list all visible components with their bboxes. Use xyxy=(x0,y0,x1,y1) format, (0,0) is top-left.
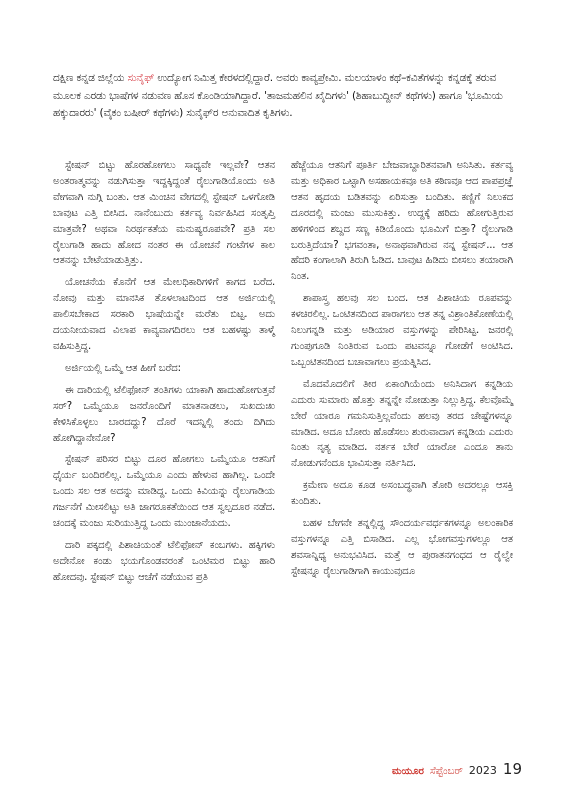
intro-text-rest: ಉದ್ಯೋಗ ನಿಮಿತ್ತ ಕೇರಳದಲ್ಲಿದ್ದಾರೆ. ಅವರು ಕಾವ್ಯಪ್ರೇಮಿ. ಮಲಯಾಳಂ ಕಥೆ–ಕವಿತೆಗಳನ್ನು ಕನ್ನಡಕ್ಕೆ ತರುವ ಮೂಲಕ ಎರಡು ಭಾಷೆಗಳ ನಡುವಣ ಹೊಸ ಕೊಂಡಿಯಾಗಿದ್ದಾರೆ. 'ತಾಜಮಹಲಿನ ಖೈದಿಗಳು' (ಶಿಹಾಬುದ್ದೀನ್ ಕಥೆಗಳು) ಹಾಗೂ 'ಭೂಮಿಯ ಹಕ್ಕುದಾರರು' (ವೈಕಂ ಬಷೀರ್ ಕಥೆಗಳು) ಸುನೈಫ್‌ರ ಅನುವಾದಿತ ಕೃತಿಗಳು. xyxy=(53,72,503,119)
paragraph: ದಾರಿ ಪಕ್ಕದಲ್ಲಿ ಪಿಶಾಚಿಯಂತೆ ಟೆಲಿಫೋನ್ ಕಂಬಗಳು. ಹಕ್ಕಿಗಳು ಅದೇನೋ ಕಂಡು ಭಯಗೊಂಡವರಂತೆ ಒಂಟಿಮರ ಬಿಟ್ಟು ಹಾರಿ ಹೋದವು. ಸ್ಟೇಷನ್ ಬಿಟ್ಟು ಆಚೆಗೆ ನಡೆಯುವ ಪ್ರತಿ xyxy=(53,539,275,583)
paragraph: ಈ ದಾರಿಯಲ್ಲಿ ಟೆಲಿಫೋನ್ ತಂತಿಗಳು ಯಾಕಾಗಿ ಹಾದುಹೋಗುತ್ತವೆ ಸರ್? ಒಮ್ಮೆಯೂ ಜನರೊಂದಿಗೆ ಮಾತನಾಡಲು, ಸುಖದುಃಖ ಕೇಳಿಸಿಕೊಳ್ಳಲು ಬಾರದದ್ದು? ದೊರೆ ಇದನ್ನಿಲ್ಲಿ ತಂದು ದಿಗಿದು ಹೋಗಿದ್ದಾನೇನೋ? xyxy=(53,384,275,444)
paragraph: ಕ್ರಮೇಣ ಅದೂ ಕೂಡ ಅಸಂಬದ್ಧವಾಗಿ ತೋರಿ ಅದರಲ್ಲೂ ಆಸಕ್ತಿ ಕುಂದಿತು. xyxy=(291,480,513,508)
paragraph: ಅರ್ಜಿಯಲ್ಲಿ ಒಮ್ಮೆ ಆತ ಹೀಗೆ ಬರೆದ: xyxy=(65,362,181,374)
author-intro xyxy=(53,70,515,123)
paragraph: ಶಾಪಾಸ್ತ್ರ ಹಲವು ಸಲ ಬಂದ. ಆತ ಪಿಶಾಚಿಯ ರೂಪವನ್ನು ಕಳಚಿರಲಿಲ್ಲ. ಒಂಟಿತನದಿಂದ ಪಾರಾಗಲು ಆತ ತನ್ನ ವಿಶ್ರಾಂತಿಕೋಣೆಯಲ್ಲಿ ನಿಲುಗನ್ನಡಿ ಮತ್ತು ಅಡಿಯಾರ ವಸ್ತುಗಳನ್ನು ಪೇರಿಸಿಟ್ಟ. ಜನರಲ್ಲಿ ಗುಂಪುಗೂಡಿ ನಿಂತಿರುವ ಒಂದು ಪಟವನ್ನೂ ಗೋಡೆಗೆ ಅಂಟಿಸಿದ. ಒಬ್ಬಂಟಿತನದಿಂದ ಬಚಾವಾಗಲು ಪ್ರಯತ್ನಿಸಿದ. xyxy=(291,293,513,368)
left-column xyxy=(53,158,275,592)
paragraph: ಯೋಚನೆಯ ಕೊನೆಗೆ ಆತ ಮೇಲಧಿಕಾರಿಗಳಿಗೆ ಕಾಗದ ಬರೆದ. ನೋವು ಮತ್ತು ಮಾನಸಿಕ ತೊಳಲಾಟದಿಂದ ಆತ ಅರ್ಜಿಯಲ್ಲಿ ಪಾಲಿಸಬೇಕಾದ ಸರಕಾರಿ ಭಾಷೆಯನ್ನೇ ಮರೆತು ಬಿಟ್ಟ. ಅದು ದಯನೀಯವಾದ ವಿಲಾಪ ಕಾವ್ಯವಾಗದಿರಲು ಆತ ಬಹಳಷ್ಟು ತಾಳ್ಮೆ ವಹಿಸುತ್ತಿದ್ದ. xyxy=(53,277,275,352)
paragraph: ಸ್ಟೇಷನ್ ಪರಿಸರ ಬಿಟ್ಟು ದೂರ ಹೋಗಲು ಒಮ್ಮೆಯೂ ಆತನಿಗೆ ಧೈರ್ಯ ಬಂದಿರಲಿಲ್ಲ. ಒಮ್ಮೆಯೂ ಎಂದು ಹೇಳುವ ಹಾಗಿಲ್ಲ. ಒಂದೇ ಒಂದು ಸಲ ಆತ ಅದನ್ನು ಮಾಡಿದ್ದ. ಒಂದು ಕಿವಿಯನ್ನು ರೈಲುಗಾಡಿಯ ಗರ್ಜನೆಗೆ ಮೀಸಲಿಟ್ಟು ಅತಿ ಜಾಗರೂಕತೆಯಿಂದ ಆತ ಸ್ವಲ್ಪದೂರ ನಡೆದ. ಚಂದಕ್ಕೆ ಮಂಜು ಸುರಿಯುತ್ತಿದ್ದ ಒಂದು ಮುಂಜಾನೆಯದು. xyxy=(53,454,275,530)
paragraph: ಹೆಜ್ಜೆಯೂ ಆತನಿಗೆ ಪೂರ್ತಿ ಬೇಜವಾಬ್ದಾರಿತನವಾಗಿ ಅನಿಸಿತು. ಕರ್ತವ್ಯ ಮತ್ತು ಅಧಿಕಾರ ಒಟ್ಟಾಗಿ ಅಸಹಾಯಕವೂ ಅತಿ ಕಠಿಣವೂ ಆದ ಪಾಪಪ್ರಜ್ಞೆ ಆತನ ಹೃದಯ ಬಡಿತವನ್ನು ಏರಿಸುತ್ತಾ ಬಂದಿತು. ಕಣ್ಣಿಗೆ ನಿಲುಕದ ದೂರದಲ್ಲಿ ಮಂಜು ಮುಸುಕಿತ್ತು. ಉದ್ದಕ್ಕೆ ಹರಿದು ಹೋಗುತ್ತಿರುವ ಹಳಿಗಳಿಂದ ಶಬ್ದದ ಸಣ್ಣ ಕಿಡಿಯೊಂದು ಭೂಮಿಗೆ ಬಿತ್ತಾ? ರೈಲುಗಾಡಿ ಬರುತ್ತಿದೆಯಾ? ಭಗವಂತಾ, ಅನಾಥವಾಗಿರುವ ನನ್ನ ಸ್ಟೇಷನ್... ಆತ ಹೆದರಿ ಕಂಗಾಲಾಗಿ ತಿರುಗಿ ಓಡಿದ. ಬಾವುಟ ಹಿಡಿದು ಬೀಸಲು ತಯಾರಾಗಿ ನಿಂತ. xyxy=(291,160,513,283)
magazine-logo: ಮಯೂರ xyxy=(392,766,424,777)
page-number: 19 xyxy=(502,760,522,778)
paragraph: ಬಹಳ ಬೇಗನೇ ತನ್ನಲ್ಲಿದ್ದ ಸೌಂದರ್ಯವರ್ಧಕಗಳನ್ನೂ ಅಲಂಕಾರಿಕ ವಸ್ತುಗಳನ್ನೂ ಎತ್ತಿ ಬಿಸಾಡಿದ. ಎಲ್ಲ ಭೋಗವಸ್ತುಗಳಲ್ಲೂ ಆತ ಶವಸಾನ್ನಿಧ್ಯ ಅನುಭವಿಸಿದ. ಮತ್ತೆ ಆ ಪುರಾತನಗಂಧದ ಆ ರೈಲ್ವೇ ಸ್ಟೇಷನ್ನೂ ರೈಲುಗಾಡಿಗಾಗಿ ಕಾಯುವುದೂ xyxy=(291,518,513,577)
intro-text-start: ದಕ್ಷಿಣ ಕನ್ನಡ ಜಿಲ್ಲೆಯ xyxy=(53,72,128,84)
footer-month: ಸೆಪ್ಟೆಂಬರ್ xyxy=(429,766,463,777)
right-column xyxy=(291,158,513,586)
paragraph: ಮೊದಮೊದಲಿಗೆ ತೀರ ಏಕಾಂಗಿಯೆಂದು ಅನಿಸಿದಾಗ ಕನ್ನಡಿಯ ಎದುರು ಸುಮಾರು ಹೊತ್ತು ತನ್ನನ್ನೇ ನೋಡುತ್ತಾ ನಿಲ್ಲುತ್ತಿದ್ದ. ಕೆಲವೊಮ್ಮೆ ಬೇರೆ ಯಾರೂ ಗಮನಿಸುತ್ತಿಲ್ಲವೆಂದು ಹಲವು ತರದ ಚೇಷ್ಟೆಗಳನ್ನೂ ಮಾಡಿದ. ಅದೂ ಬೋರು ಹೊಡೆಸಲು ಶುರುವಾದಾಗ ಕನ್ನಡಿಯ ಎದುರು ನಿಂತು ನೃತ್ಯ ಮಾಡಿದ. ನರ್ತಕ ಬೇರೆ ಯಾರೋ ಎಂದೂ ತಾನು ನೋಡುಗನೆಂದೂ ಭಾವಿಸುತ್ತಾ ನರ್ತಿಸಿದ. xyxy=(291,378,513,470)
paragraph: ಸ್ಟೇಷನ್ ಬಿಟ್ಟು ಹೊರಹೋಗಲು ಸಾಧ್ಯವೇ ಇಲ್ಲವೇ? ಆತನ ಅಂತರಾತ್ಮವನ್ನು ನಡುಗಿಸುತ್ತಾ ಇದ್ದಕ್ಕಿದ್ದಂತೆ ರೈಲುಗಾಡಿಯೊಂದು ಅತಿ ವೇಗವಾಗಿ ನುಗ್ಗಿ ಬಂತು. ಆತ ಮಿಂಚಿನ ವೇಗದಲ್ಲಿ ಸ್ಟೇಷನ್ ಒಳಗೋಡಿ ಬಾವುಟ ಎತ್ತಿ ಬೀಸಿದ. ನಾನೆಂಬುದು ಕರ್ತವ್ಯ ನಿರ್ವಹಿಸಿದ ಸಂತೃಪ್ತಿ ಮಾತ್ರವೇ? ಅಥವಾ ನಿರರ್ಥಕತೆಯ ಮನುಷ್ಯರೂಪವೇ? ಪ್ರತಿ ಸಲ ರೈಲುಗಾಡಿ ಹಾದು ಹೋದ ನಂತರ ಈ ಯೋಚನೆ ಗಂಟೆಗಳ ಕಾಲ ಆತನನ್ನು ಬೇಟೆಯಾಡುತ್ತಿತ್ತು. xyxy=(53,160,275,267)
author-name: ಸುನೈಫ್ xyxy=(127,72,155,84)
footer-year: 2023 xyxy=(468,764,497,777)
page-footer xyxy=(392,760,522,778)
